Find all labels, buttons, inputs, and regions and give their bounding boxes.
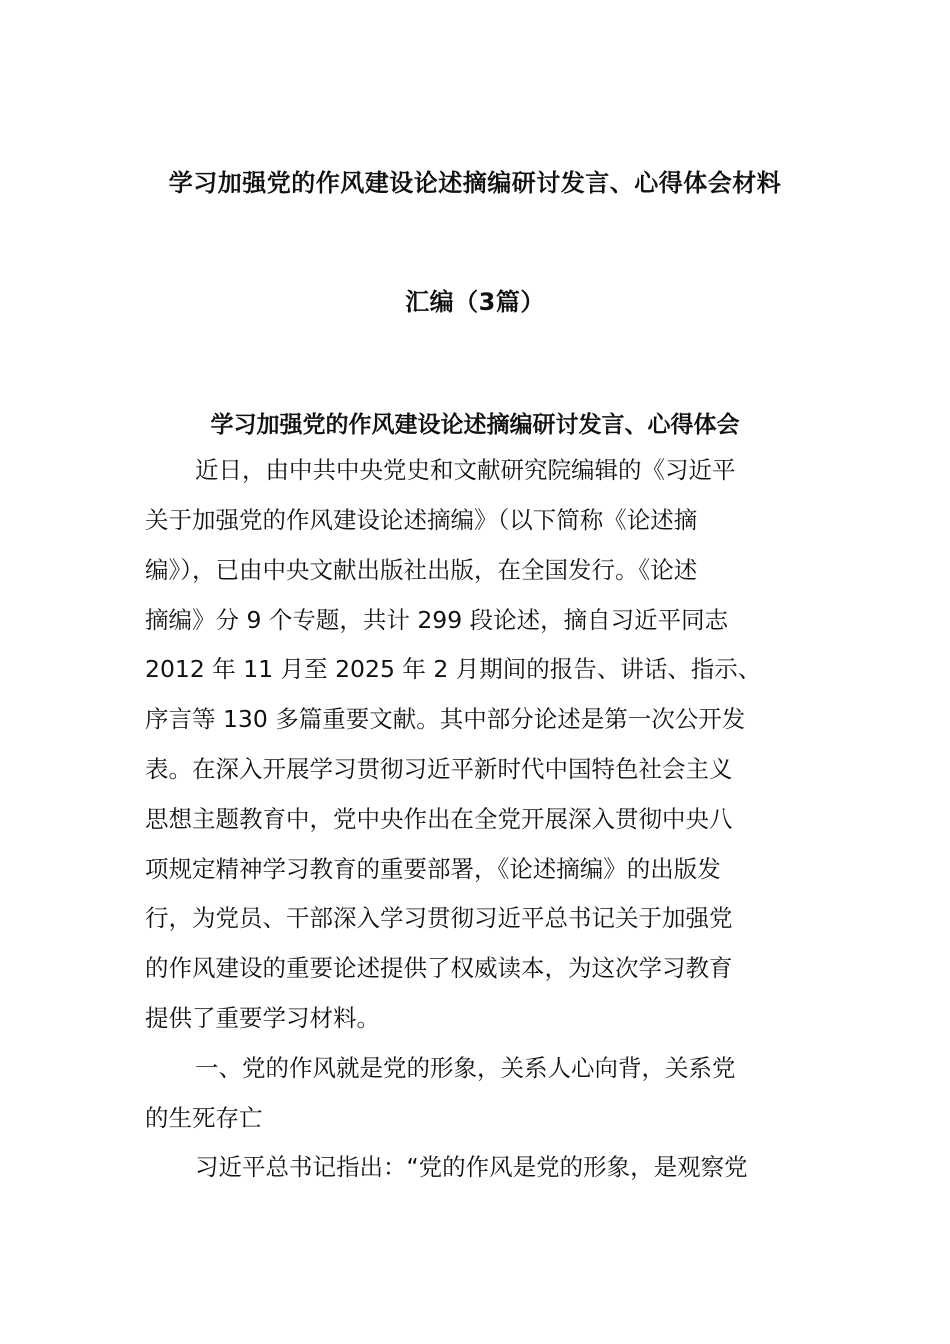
- body-line-13: 习近平总书记指出：“党的作风是党的形象，是观察党: [195, 1153, 748, 1181]
- document-title-line-1: 学习加强党的作风建设论述摘编研讨发言、心得体会材料: [168, 169, 782, 197]
- body-line-5: 2012 年 11 月至 2025 年 2 月期间的报告、讲话、指示、: [145, 655, 762, 683]
- body-line-3: 编》），已由中央文献出版社出版，在全国发行。《论述: [145, 556, 698, 584]
- body-line-8: 思想主题教育中，党中央作出在全党开展深入贯彻中央八: [145, 805, 733, 833]
- body-line-6: 序言等 130 多篇重要文献。其中部分论述是第一次公开发: [145, 705, 746, 733]
- body-line-2: 关于加强党的作风建设论述摘编》（以下简称《论述摘: [145, 506, 698, 534]
- document-title-line-2: 汇编（3篇）: [405, 288, 545, 316]
- body-line-12: 提供了重要学习材料。: [145, 1004, 380, 1032]
- body-line-4: 摘编》分 9 个专题，共计 299 段论述，摘自习近平同志: [145, 606, 729, 634]
- body-line-10: 行，为党员、干部深入学习贯彻习近平总书记关于加强党: [145, 904, 733, 932]
- section-heading-line-1: 一、党的作风就是党的形象，关系人心向背，关系党: [195, 1054, 736, 1082]
- body-line-11: 的作风建设的重要论述提供了权威读本，为这次学习教育: [145, 954, 733, 982]
- article-subtitle: 学习加强党的作风建设论述摘编研讨发言、心得体会: [210, 412, 740, 438]
- section-heading-line-2: 的生死存亡: [145, 1104, 263, 1132]
- body-line-1: 近日，由中共中央党史和文献研究院编辑的《习近平: [195, 456, 736, 484]
- body-line-7: 表。在深入开展学习贯彻习近平新时代中国特色社会主义: [145, 755, 733, 783]
- body-line-9: 项规定精神学习教育的重要部署，《论述摘编》的出版发: [145, 855, 721, 883]
